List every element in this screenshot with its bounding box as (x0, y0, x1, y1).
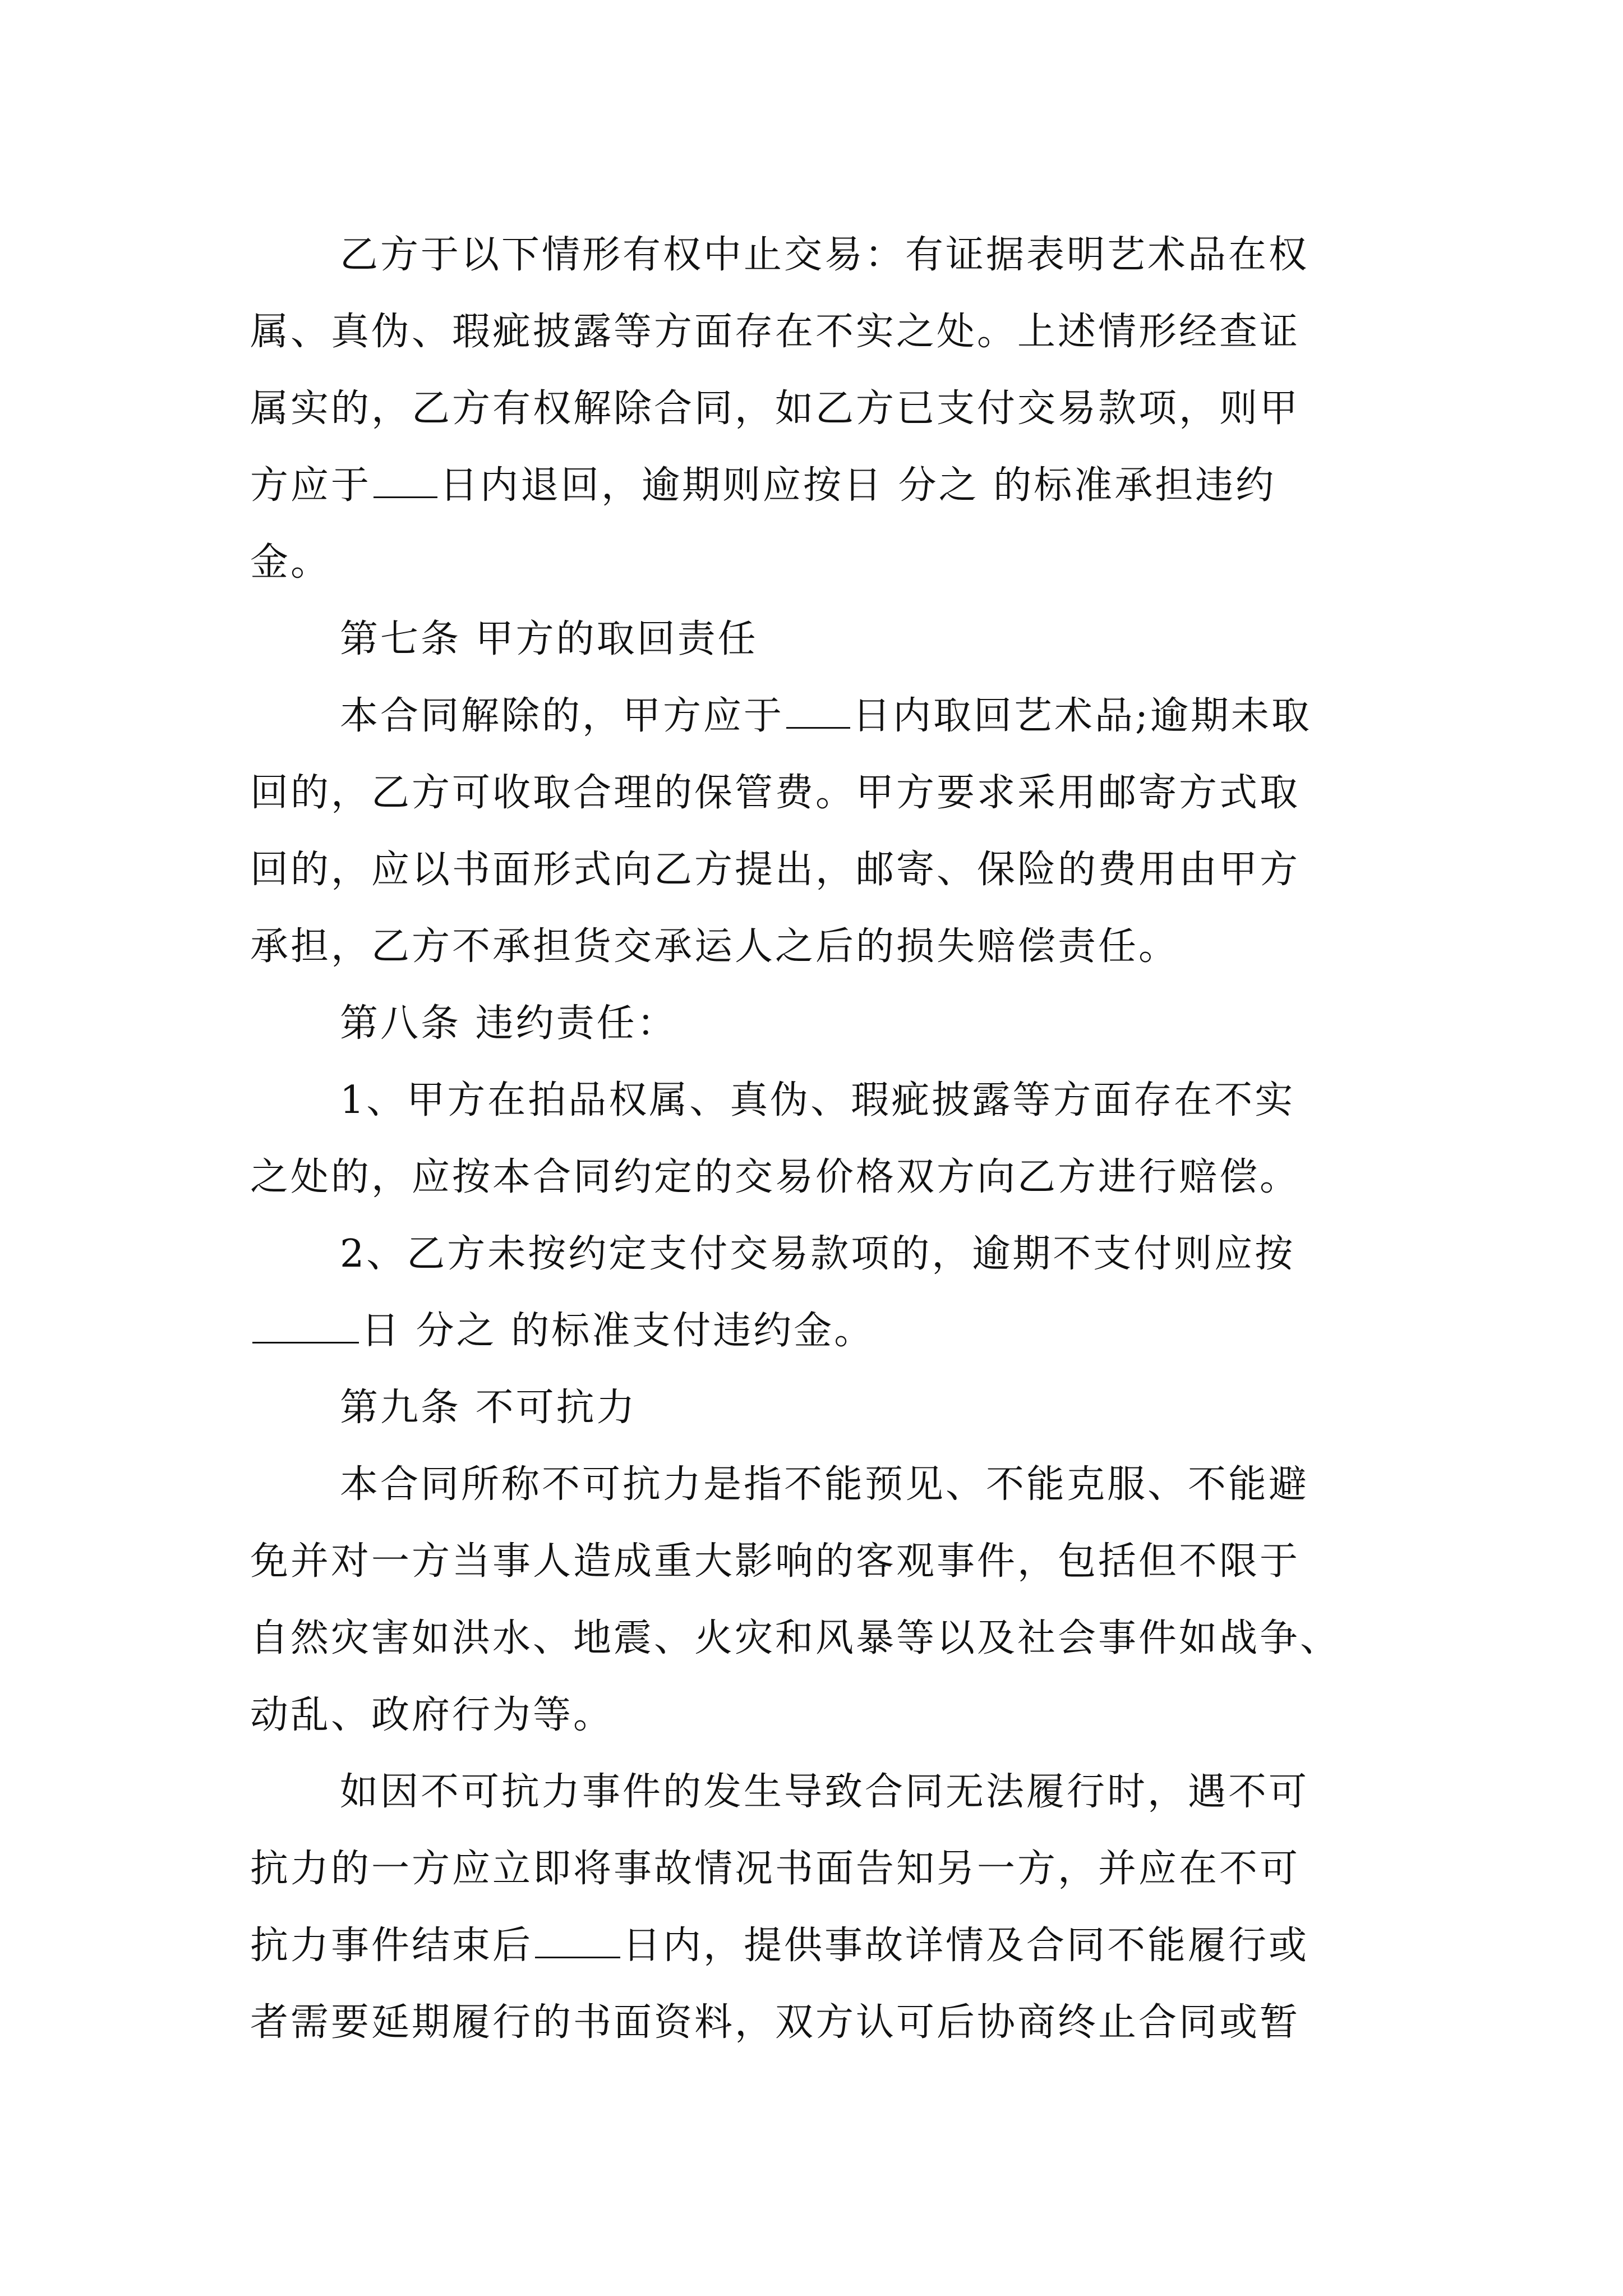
text-line (250, 1135, 1300, 1220)
text-line (250, 751, 1300, 835)
text-segment: 抗力事件结束后 (250, 1924, 533, 1968)
text-line (250, 1366, 637, 1450)
text-line (250, 1673, 614, 1757)
text-line (250, 1596, 1340, 1681)
text-line (250, 1059, 1295, 1143)
text-segment: 日内，提供事故详情及合同不能履行或 (623, 1924, 1310, 1968)
text-segment: 日内退回，逾期则应按日 分之 的标准承担违约 (440, 463, 1276, 508)
text-segment: 属、真伪、瑕疵披露等方面存在不实之处。上述情形经查证 (250, 310, 1301, 354)
text-line (250, 521, 331, 605)
text-segment: 第九条 不可抗力 (340, 1386, 637, 1430)
text-segment: 抗力的一方应立即将事故情况书面告知另一方，并应在不可 (250, 1847, 1301, 1891)
text-line (250, 674, 1312, 758)
fill-in-blank (786, 683, 850, 729)
text-line (250, 905, 1179, 989)
text-segment: 日内取回艺术品;逾期未取 (852, 694, 1312, 738)
text-segment: 方应于 (250, 463, 372, 508)
text-segment: 乙方于以下情形有权中止交易：有证据表明艺术品在权 (340, 233, 1310, 277)
text-segment: 动乱、政府行为等。 (250, 1693, 614, 1737)
text-line (250, 597, 758, 682)
text-segment: 者需要延期履行的书面资料，双方认可后协商终止合同或暂 (250, 2000, 1301, 2045)
text-segment: 承担，乙方不承担货交承运人之后的损失赔偿责任。 (250, 924, 1179, 969)
text-line (250, 213, 1309, 297)
text-line (250, 1827, 1300, 1911)
text-segment: 第七条 甲方的取回责任 (340, 617, 758, 661)
text-segment: 回的，应以书面形式向乙方提出，邮寄、保险的费用由甲方 (250, 848, 1301, 892)
fill-in-blank (535, 1913, 620, 1958)
text-line (250, 367, 1300, 451)
text-line (250, 1981, 1300, 2065)
text-line (250, 982, 677, 1066)
text-line (250, 290, 1300, 374)
text-segment: 2、乙方未按约定支付交易款项的，逾期不支付则应按 (340, 1232, 1295, 1276)
text-segment: 日 分之 的标准支付违约金。 (361, 1309, 875, 1353)
text-segment: 金。 (250, 540, 331, 585)
text-segment: 如因不可抗力事件的发生导致合同无法履行时，遇不可 (340, 1770, 1310, 1814)
text-line (250, 1443, 1309, 1527)
text-segment: 之处的，应按本合同约定的交易价格双方向乙方进行赔偿。 (250, 1155, 1301, 1199)
text-segment: 回的，乙方可收取合理的保管费。甲方要求采用邮寄方式取 (250, 771, 1301, 815)
text-segment: 本合同所称不可抗力是指不能预见、不能克服、不能避 (340, 1462, 1310, 1507)
text-segment: 第八条 违约责任： (340, 1001, 677, 1046)
text-line (250, 444, 1276, 528)
text-line (250, 828, 1300, 912)
text-line (250, 1750, 1309, 1834)
text-line (250, 1289, 874, 1373)
text-segment: 1、甲方在拍品权属、真伪、瑕疵披露等方面存在不实 (340, 1078, 1295, 1122)
text-line (250, 1904, 1309, 1988)
fill-in-blank (252, 1298, 359, 1343)
text-segment: 本合同解除的，甲方应于 (340, 694, 785, 738)
text-segment: 自然灾害如洪水、地震、火灾和风暴等以及社会事件如战争、 (250, 1616, 1341, 1660)
fill-in-blank (374, 453, 437, 498)
text-line (250, 1212, 1295, 1296)
text-segment: 属实的，乙方有权解除合同，如乙方已支付交易款项，则甲 (250, 386, 1301, 431)
text-line (250, 1520, 1300, 1604)
text-segment: 免并对一方当事人造成重大影响的客观事件，包括但不限于 (250, 1539, 1301, 1584)
